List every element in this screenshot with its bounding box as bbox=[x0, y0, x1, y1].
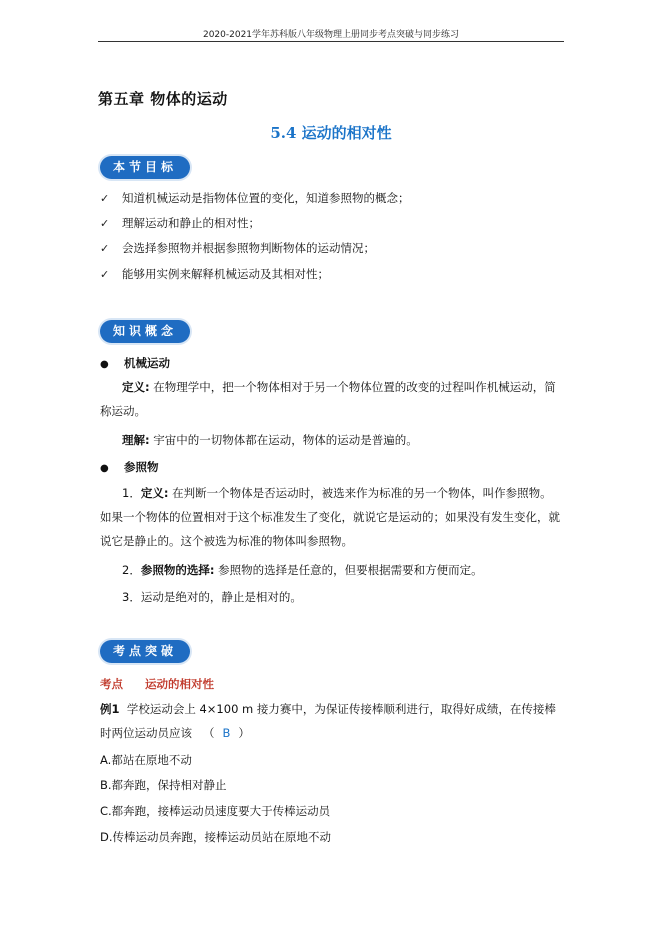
ref-choice bbox=[100, 558, 564, 582]
question-text-cont: 时两位运动员应该 bbox=[100, 726, 192, 740]
point-label: 考点 bbox=[100, 677, 123, 691]
option-c: C.都奔跑，接棒运动员速度要大于传棒运动员 bbox=[100, 804, 331, 818]
bullet-icon: ● bbox=[100, 463, 109, 474]
ref-p1-text-cont: 如果一个物体的位置相对于这个标准发生了变化，就说它是运动的；如果没有发生变化，就 bbox=[100, 510, 560, 524]
question-text: 学校运动会上 4×100 m 接力赛中，为保证传接棒顺利进行，取得好成绩，在传接棒 bbox=[126, 702, 556, 716]
answer-paren-open: （ bbox=[202, 726, 215, 740]
option-a: A.都站在原地不动 bbox=[100, 753, 192, 767]
check-icon: ✓ bbox=[100, 242, 110, 255]
ref-heading-row bbox=[100, 459, 159, 475]
check-icon: ✓ bbox=[100, 192, 110, 205]
mech-understanding bbox=[100, 428, 564, 452]
ref-p1-text-cont: 说它是静止的。这个被选为标准的物体叫参照物。 bbox=[100, 534, 353, 548]
ref-p1-num: 1． bbox=[122, 486, 141, 500]
check-icon: ✓ bbox=[100, 268, 110, 281]
goal-text: 能够用实例来解释机械运动及其相对性； bbox=[122, 267, 329, 281]
def-text-cont: 称运动。 bbox=[100, 404, 146, 418]
example-question bbox=[100, 697, 564, 745]
ref-p3-text: 3．运动是绝对的，静止是相对的。 bbox=[122, 590, 302, 604]
ref-definition bbox=[100, 481, 564, 553]
option-d: D.传棒运动员奔跑，接棒运动员站在原地不动 bbox=[100, 830, 332, 844]
ref-p2-label: 参照物的选择: bbox=[140, 563, 215, 577]
ref-p1-text: 在判断一个物体是否运动时，被选来作为标准的另一个物体，叫作参照物。 bbox=[172, 486, 552, 500]
goals-badge: 本节目标 bbox=[100, 156, 190, 179]
example-label: 例1 bbox=[100, 702, 120, 716]
exam-point bbox=[100, 672, 564, 696]
breakthrough-badge: 考点突破 bbox=[100, 640, 190, 663]
goal-text: 知道机械运动是指物体位置的变化，知道参照物的概念； bbox=[122, 191, 410, 205]
point-title: 运动的相对性 bbox=[145, 677, 214, 691]
mech-heading: 机械运动 bbox=[124, 356, 170, 370]
chapter-title: 第五章 物体的运动 bbox=[98, 90, 228, 108]
option-b: B.都奔跑，保持相对静止 bbox=[100, 778, 227, 792]
mech-heading-row bbox=[100, 355, 170, 371]
bullet-icon: ● bbox=[100, 359, 109, 370]
ref-p1-label: 定义: bbox=[140, 486, 169, 500]
answer-paren-close: ） bbox=[238, 726, 250, 740]
understand-text: 宇宙中的一切物体都在运动，物体的运动是普遍的。 bbox=[153, 433, 418, 447]
ref-absolute bbox=[100, 585, 564, 609]
goal-item bbox=[100, 190, 410, 206]
goal-item bbox=[100, 240, 375, 256]
section-title: 5.4 运动的相对性 bbox=[270, 124, 392, 142]
understand-label: 理解: bbox=[122, 433, 150, 447]
ref-p2-text: 参照物的选择是任意的，但要根据需要和方便而定。 bbox=[218, 563, 483, 577]
check-icon: ✓ bbox=[100, 217, 110, 230]
ref-p2-num: 2． bbox=[122, 563, 141, 577]
page-header: 2020-2021学年苏科版八年级物理上册同步考点突破与同步练习 bbox=[202, 30, 460, 40]
ref-heading: 参照物 bbox=[124, 460, 159, 474]
goal-text: 会选择参照物并根据参照物判断物体的运动情况； bbox=[122, 241, 375, 255]
concepts-badge: 知识概念 bbox=[100, 320, 190, 343]
goal-item bbox=[100, 215, 260, 231]
mech-definition bbox=[100, 375, 564, 423]
answer: B bbox=[222, 726, 231, 740]
goal-item bbox=[100, 266, 329, 282]
def-label: 定义: bbox=[122, 380, 150, 394]
header-divider bbox=[98, 41, 564, 42]
goal-text: 理解运动和静止的相对性； bbox=[122, 216, 260, 230]
def-text: 在物理学中，把一个物体相对于另一个物体位置的改变的过程叫作机械运动，简 bbox=[153, 380, 556, 394]
